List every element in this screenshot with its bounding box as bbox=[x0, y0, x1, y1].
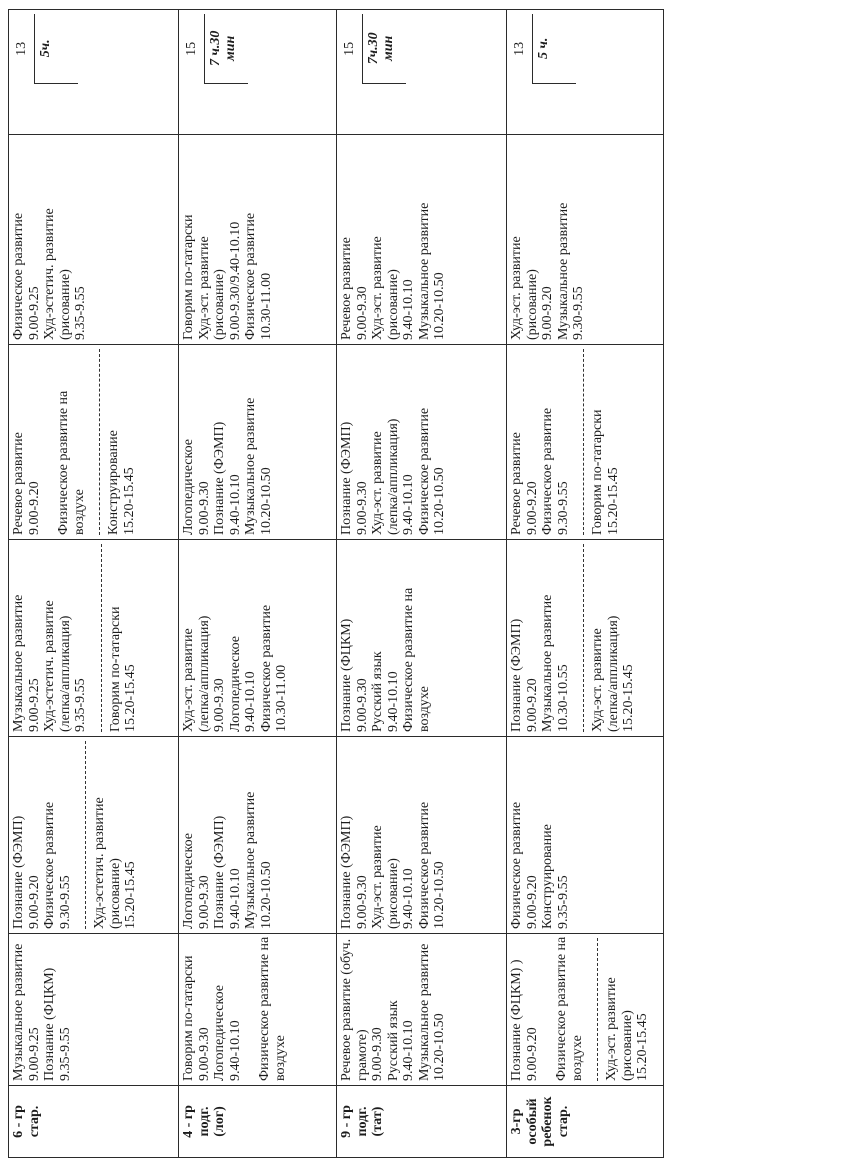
group-label: особый bbox=[524, 1098, 540, 1145]
activity-line: (рисование) bbox=[107, 858, 123, 929]
activity-line: 10.20-10.50 bbox=[432, 467, 447, 535]
day-cell bbox=[507, 540, 664, 737]
day-cell bbox=[337, 540, 507, 737]
schedule-row bbox=[337, 10, 507, 1158]
total-count: 15 bbox=[181, 14, 205, 84]
schedule-rows bbox=[9, 10, 664, 1158]
activity-line: 9.35-9.55 bbox=[57, 1027, 73, 1081]
total-hours bbox=[533, 14, 576, 84]
activity-line: Физическое развитие bbox=[540, 407, 555, 535]
group-label: 9 - гр bbox=[339, 1105, 354, 1138]
activity-line: 9.00-9.25 bbox=[26, 286, 42, 340]
activity-line: 9.00-9.20 bbox=[524, 875, 540, 929]
activity-line: 9.30-9.55 bbox=[57, 875, 73, 929]
activity-line: Физическое развитие bbox=[509, 801, 524, 929]
activity-line: (рисование) bbox=[385, 858, 401, 929]
total-count: 15 bbox=[339, 14, 363, 84]
activity-line: 9.40-10.10 bbox=[401, 279, 416, 340]
activity-line: 9.00-9.20 bbox=[524, 1027, 540, 1081]
activity-line: Познание (ФЦКМ) bbox=[339, 618, 354, 732]
activity-line: Познание (ФЦКМ) bbox=[42, 967, 57, 1081]
activity-line: 15.20-15.45 bbox=[121, 467, 137, 535]
activity-line: Худ-эст. развитие bbox=[370, 431, 385, 535]
total-hours bbox=[205, 14, 248, 84]
day-cell bbox=[179, 345, 337, 540]
total-cell bbox=[9, 10, 179, 135]
activity-line: Познание (ФЭМП) bbox=[212, 815, 227, 929]
total-cell bbox=[337, 10, 507, 135]
activity-line: Худ-эст. развитие bbox=[196, 236, 212, 340]
activity-line: (лепка/аппликация) bbox=[196, 615, 212, 732]
activity-line: (рисование) bbox=[619, 1010, 635, 1081]
day-cell bbox=[507, 737, 664, 934]
activity-line: Говорим по-татарски bbox=[590, 409, 605, 535]
day-cell bbox=[179, 540, 337, 737]
group-label: подг. bbox=[354, 1106, 370, 1137]
activity-line: 15.20-15.45 bbox=[605, 467, 621, 535]
activity-line: 9.00-9.25 bbox=[26, 1027, 42, 1081]
activity-line: 9.00-9.30 bbox=[354, 481, 370, 535]
activity-line: 9.35-9.55 bbox=[73, 286, 88, 340]
afternoon-divider bbox=[583, 349, 584, 535]
activity-line: 10.30-10.55 bbox=[555, 664, 571, 732]
activity-line: Физическое развитие bbox=[11, 212, 26, 340]
activity-line: Худ-эст. развитие bbox=[604, 977, 619, 1081]
day-cell bbox=[337, 934, 507, 1086]
day-cell bbox=[507, 135, 664, 345]
activity-line: Русский язык bbox=[385, 1000, 401, 1081]
activity-line: Речевое развитие bbox=[339, 237, 354, 340]
activity-line: 15.20-15.45 bbox=[123, 664, 138, 732]
group-cell bbox=[337, 1086, 507, 1158]
afternoon-divider bbox=[85, 741, 86, 929]
day-cell bbox=[9, 737, 179, 934]
activity-line: Логопедическое bbox=[212, 985, 227, 1081]
activity-line: 9.00-9.20 bbox=[540, 286, 555, 340]
schedule-row bbox=[9, 10, 179, 1158]
total-count: 13 bbox=[11, 14, 35, 84]
activity-line: 9.40-10.10 bbox=[243, 671, 258, 732]
day-cell bbox=[9, 345, 179, 540]
activity-line: Музыкальное развитие bbox=[555, 202, 571, 340]
activity-line: Музыкальное развитие bbox=[416, 943, 432, 1081]
activity-line: Физическое развитие bbox=[416, 407, 432, 535]
activity-line: Физическое развитие на bbox=[257, 936, 272, 1081]
activity-line: 9.30-9.55 bbox=[555, 481, 571, 535]
day-cell bbox=[507, 345, 664, 540]
activity-line: Музыкальное развитие bbox=[11, 943, 26, 1081]
activity-line: 10.20-10.50 bbox=[432, 272, 447, 340]
activity-line: 9.40-10.10 bbox=[227, 868, 243, 929]
activity-line: 15.20-15.45 bbox=[635, 1013, 650, 1081]
activity-line: 9.00-9.30 bbox=[354, 678, 370, 732]
total-hours-line: 7ч.30 bbox=[365, 32, 381, 65]
total-hours bbox=[35, 14, 78, 84]
activity-line: 9.35-9.55 bbox=[73, 678, 88, 732]
activity-line: 15.20-15.45 bbox=[123, 861, 138, 929]
activity-line: Музыкальное развитие bbox=[243, 397, 258, 535]
activity-line: 9.00-9.30 bbox=[354, 875, 370, 929]
activity-line: Конструирование bbox=[540, 824, 555, 929]
spacer bbox=[42, 349, 56, 535]
activity-line: Физическое развитие bbox=[42, 801, 57, 929]
activity-line: Физическое развитие bbox=[243, 212, 258, 340]
activity-line: 9.00-9.30 bbox=[196, 481, 212, 535]
total-hours-line: 7 ч.30 bbox=[207, 30, 223, 66]
activity-line: Логопедическое bbox=[181, 833, 196, 929]
spacer bbox=[243, 938, 257, 1081]
activity-line: Физическое развитие на bbox=[401, 587, 416, 732]
activity-line: 9.00-9.30/9.40-10.10 bbox=[227, 221, 243, 340]
activity-line: Худ-эст. развитие bbox=[509, 236, 524, 340]
activity-line: 9.40-10.10 bbox=[227, 474, 243, 535]
activity-line: Познание (ФЭМП) bbox=[212, 421, 227, 535]
total-hours bbox=[363, 14, 406, 84]
activity-line: Физическое развитие bbox=[416, 801, 432, 929]
rotated-page bbox=[8, 10, 663, 1158]
activity-line: Худ-эстетич. развитие bbox=[42, 600, 57, 732]
activity-line: 9.40-10.10 bbox=[401, 1020, 416, 1081]
activity-line: Познание (ФЭМП) bbox=[339, 815, 354, 929]
activity-line: 9.00-9.30 bbox=[196, 1027, 212, 1081]
activity-line: Речевое развитие bbox=[11, 432, 26, 535]
group-cell bbox=[507, 1086, 664, 1158]
day-cell bbox=[9, 934, 179, 1086]
day-cell bbox=[9, 135, 179, 345]
day-cell bbox=[337, 737, 507, 934]
activity-line: Музыкальное развитие bbox=[540, 594, 555, 732]
day-cell bbox=[337, 345, 507, 540]
activity-line: 10.20-10.50 bbox=[258, 861, 274, 929]
activity-line: 9.00-9.20 bbox=[524, 481, 540, 535]
activity-line: Познание (ФЭМП) bbox=[339, 421, 354, 535]
activity-line: (рисование) bbox=[57, 269, 73, 340]
activity-line: (рисование) bbox=[212, 269, 227, 340]
activity-line: 9.00-9.30 bbox=[354, 286, 370, 340]
activity-line: воздухе bbox=[569, 1035, 585, 1081]
activity-line: Говорим по-татарски bbox=[181, 214, 196, 340]
activity-line: воздухе bbox=[416, 686, 432, 732]
activity-line: Познание (ФЦКМ) ) bbox=[509, 959, 524, 1081]
group-label: подг. bbox=[196, 1106, 212, 1137]
activity-line: Физическое развитие на bbox=[554, 936, 569, 1081]
group-label: (лог) bbox=[212, 1106, 227, 1137]
activity-line: Худ-эст. развитие bbox=[181, 628, 196, 732]
afternoon-divider bbox=[583, 544, 584, 732]
group-label: 6 - гр bbox=[11, 1105, 26, 1138]
day-cell bbox=[179, 737, 337, 934]
activity-line: (лепка/аппликация) bbox=[57, 615, 73, 732]
activity-line: Русский язык bbox=[370, 651, 385, 732]
activity-line: Худ-эст. развитие bbox=[370, 236, 385, 340]
activity-line: (рисование) bbox=[524, 269, 540, 340]
day-cell bbox=[179, 135, 337, 345]
activity-line: Говорим по-татарски bbox=[181, 955, 196, 1081]
activity-line: 10.30-11.00 bbox=[258, 272, 274, 340]
activity-line: 9.00-9.25 bbox=[26, 678, 42, 732]
activity-line: 9.00-9.20 bbox=[524, 678, 540, 732]
day-cell bbox=[179, 934, 337, 1086]
group-cell bbox=[179, 1086, 337, 1158]
activity-line: Худ-эст. развитие bbox=[590, 628, 605, 732]
afternoon-divider bbox=[101, 544, 102, 732]
spacer bbox=[540, 938, 554, 1081]
total-hours-line: 5 ч. bbox=[535, 37, 551, 59]
activity-line: Речевое развитие bbox=[509, 432, 524, 535]
day-cell bbox=[9, 540, 179, 737]
activity-line: 9.35-9.55 bbox=[555, 875, 571, 929]
activity-line: 9.00-9.30 bbox=[196, 875, 212, 929]
activity-line: 10.20-10.50 bbox=[432, 1013, 447, 1081]
activity-line: 10.30-11.00 bbox=[274, 664, 289, 732]
day-cell bbox=[337, 135, 507, 345]
total-cell bbox=[179, 10, 337, 135]
activity-line: (лепка/аппликация) bbox=[385, 418, 401, 535]
activity-line: Познание (ФЭМП) bbox=[11, 815, 26, 929]
activity-line: 9.30-9.55 bbox=[571, 286, 586, 340]
activity-line: 9.00-9.30 bbox=[212, 678, 227, 732]
activity-line: Физическое развитие на bbox=[56, 390, 71, 535]
total-hours-line: 5ч. bbox=[37, 39, 53, 58]
activity-line: Конструирование bbox=[106, 430, 121, 535]
activity-line: Худ-эст. развитие bbox=[370, 825, 385, 929]
activity-line: воздухе bbox=[71, 489, 87, 535]
activity-line: 10.20-10.50 bbox=[432, 861, 447, 929]
activity-line: 9.00-9.30 bbox=[370, 1027, 385, 1081]
group-label: ребенок bbox=[540, 1096, 555, 1147]
total-cell bbox=[507, 10, 664, 135]
group-cell bbox=[9, 1086, 179, 1158]
total-hours-line: мин bbox=[380, 35, 396, 61]
group-label: стар. bbox=[555, 1105, 571, 1138]
activity-line: 10.20-10.50 bbox=[258, 467, 274, 535]
activity-line: Музыкальное развитие bbox=[416, 202, 432, 340]
schedule-row bbox=[179, 10, 337, 1158]
activity-line: воздухе bbox=[272, 1035, 288, 1081]
group-label: стар. bbox=[26, 1105, 42, 1138]
activity-line: 9.40-10.10 bbox=[401, 474, 416, 535]
activity-line: Логопедическое bbox=[227, 636, 243, 732]
activity-line: 9.40-10.10 bbox=[385, 671, 401, 732]
activity-line: Музыкальное развитие bbox=[243, 791, 258, 929]
activity-line: Физическое развитие bbox=[258, 604, 274, 732]
activity-line: 15.20-15.45 bbox=[621, 664, 636, 732]
activity-line: Речевое развитие (обуч. bbox=[339, 938, 354, 1081]
activity-line: (лепка/аппликация) bbox=[605, 615, 621, 732]
afternoon-divider bbox=[597, 938, 598, 1081]
activity-line: (рисование) bbox=[385, 269, 401, 340]
activity-line: Логопедическое bbox=[181, 439, 196, 535]
total-hours-line: мин bbox=[222, 35, 238, 61]
afternoon-divider bbox=[99, 349, 100, 535]
activity-line: Говорим по-татарски bbox=[107, 606, 123, 732]
group-label: 3-гр bbox=[509, 1108, 524, 1135]
total-count: 13 bbox=[509, 14, 533, 84]
activity-line: 9.00-9.20 bbox=[26, 481, 42, 535]
activity-line: грамоте) bbox=[354, 1029, 370, 1081]
activity-line: Музыкальное развитие bbox=[11, 594, 26, 732]
schedule-row bbox=[507, 10, 664, 1158]
group-label: 4 - гр bbox=[181, 1105, 196, 1138]
group-label: (тат) bbox=[370, 1106, 385, 1137]
activity-line: Худ-эстетич. развитие bbox=[42, 208, 57, 340]
activity-line: 9.40-10.10 bbox=[401, 868, 416, 929]
activity-line: Познание (ФЭМП) bbox=[509, 618, 524, 732]
activity-line: Худ-эстетич. развитие bbox=[92, 797, 107, 929]
day-cell bbox=[507, 934, 664, 1086]
schedule-table bbox=[8, 9, 664, 1158]
activity-line: 9.40-10.10 bbox=[227, 1020, 243, 1081]
activity-line: 9.00-9.20 bbox=[26, 875, 42, 929]
